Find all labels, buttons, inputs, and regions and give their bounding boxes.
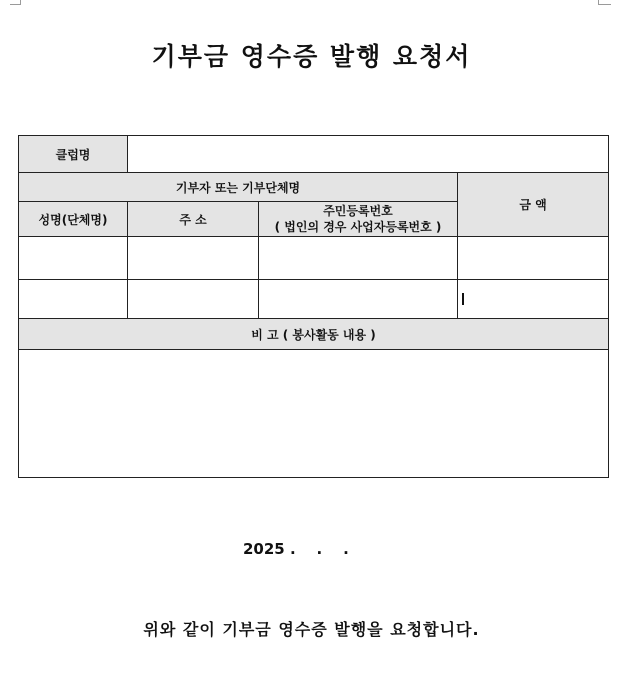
row1-address-field[interactable] (128, 237, 259, 280)
request-form-table (18, 135, 609, 478)
row2-address-field[interactable] (128, 280, 259, 319)
remarks-field[interactable] (19, 350, 608, 477)
club-name-field[interactable] (128, 136, 608, 173)
row2-amount-field[interactable] (458, 280, 608, 319)
text-cursor (462, 293, 464, 305)
address-header: 주 소 (128, 202, 259, 237)
id-number-header-line2: ( 법인의 경우 사업자등록번호 ) (274, 220, 442, 234)
id-number-header-line1: 주민등록번호 (323, 204, 393, 218)
row1-id-number-field[interactable] (259, 237, 458, 280)
row2-name-field[interactable] (19, 280, 128, 319)
id-number-header (259, 202, 458, 237)
document-title: 기부금 영수증 발행 요청서 (151, 42, 472, 71)
amount-header: 금 액 (458, 173, 608, 237)
closing-statement: 위와 같이 기부금 영수증 발행을 요청합니다. (143, 620, 480, 639)
page-corner-mark-left (10, 0, 21, 5)
date-line: 2025 . . . (243, 540, 349, 558)
page-corner-mark-right (598, 0, 611, 5)
row1-amount-field[interactable] (458, 237, 608, 280)
club-name-label: 클럽명 (19, 136, 128, 173)
donor-group-header: 기부자 또는 기부단체명 (19, 173, 458, 202)
row2-id-number-field[interactable] (259, 280, 458, 319)
remarks-header: 비 고 ( 봉사활동 내용 ) (19, 319, 608, 350)
donor-name-header: 성명(단체명) (19, 202, 128, 237)
row1-name-field[interactable] (19, 237, 128, 280)
